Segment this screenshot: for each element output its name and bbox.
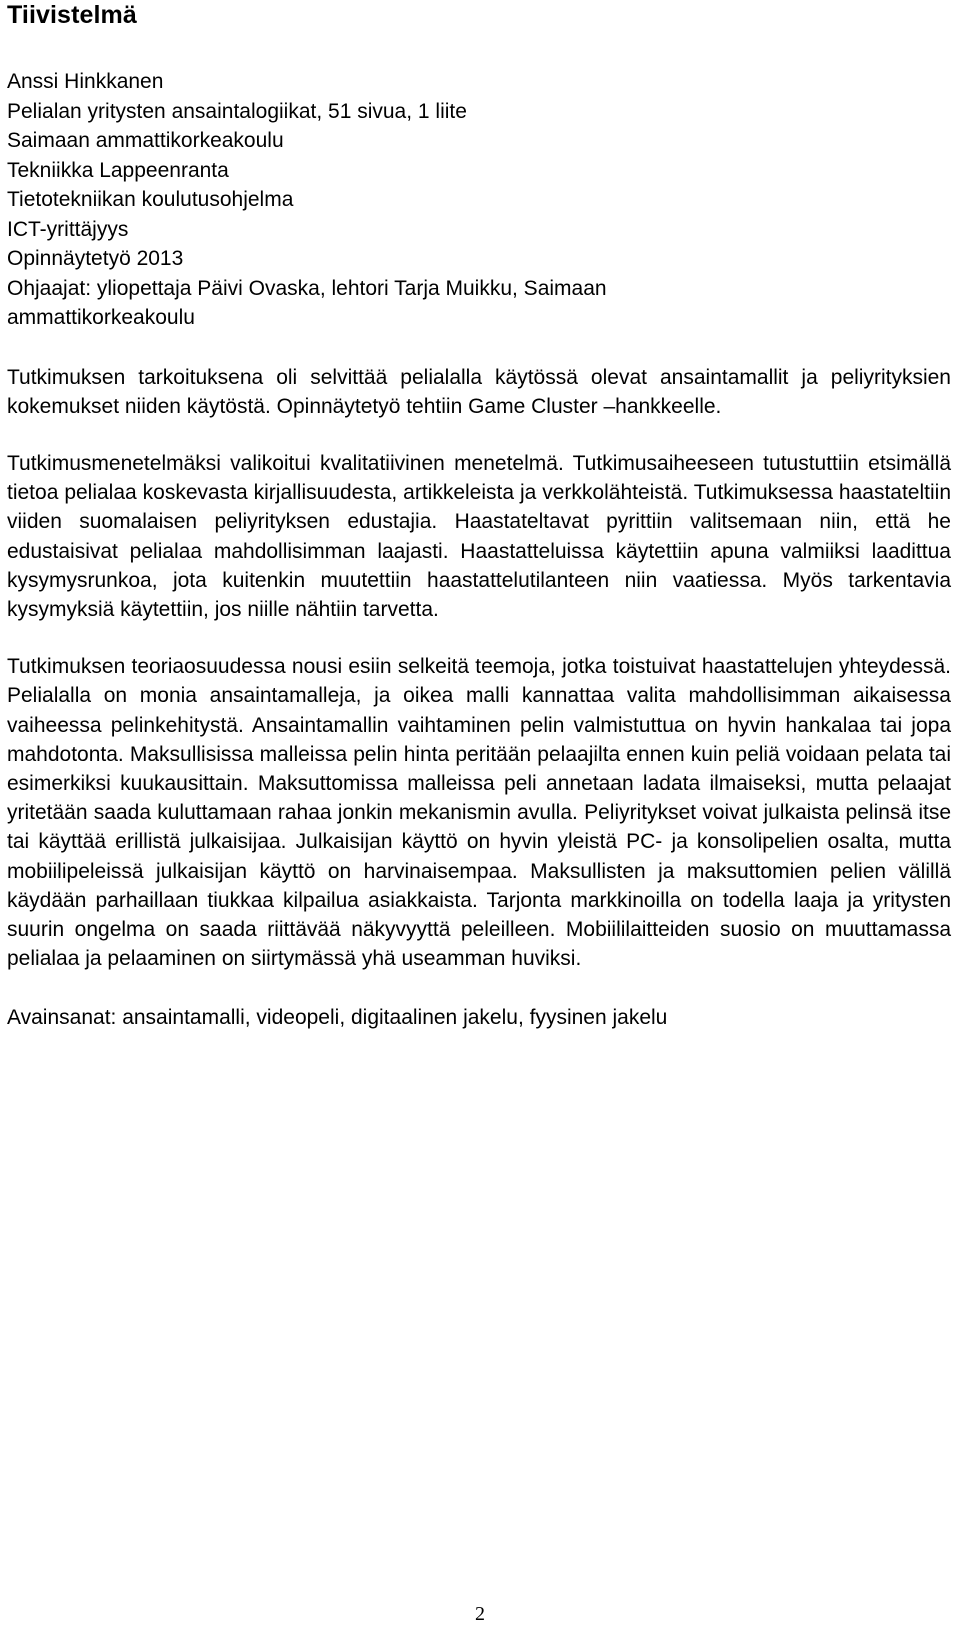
abstract-paragraph-method: Tutkimusmenetelmäksi valikoitui kvalitatiivinen menetelmä. Tutkimusaiheeseen tutustuttiin etsimällä tietoa pelialaa koskevasta kirjallisuudesta, artikkeleista ja verkkolähteistä. Tutkimuksessa haastateltiin viiden suomalaisen peliyrityksen edustajia. Haastateltavat pyrittiin valitsemaan niin, että he edustaisivat pelialaa mahdollisimman laajasti. Haastatteluissa käytettiin apuna valmiiksi laadittua kysymysrunkoa, jota kuitenkin muutettiin haastattelutilanteen niin vaatiessa. Myös tarkentavia kysymyksiä käytettiin, jos niille nähtiin tarvetta. [7,451,951,621]
institution-line: Saimaan ammattikorkeakoulu [7,129,284,152]
keywords-line: Avainsanat: ansaintamalli, videopeli, digitaalinen jakelu, fyysinen jakelu [7,1006,668,1030]
thesis-title-line: Pelialan yritysten ansaintalogiikat, 51 sivua, 1 liite [7,99,467,123]
specialisation-line: ICT-yrittäjyys [7,217,129,241]
page-title: Tiivistelmä [7,1,137,29]
author-name: Anssi Hinkkanen [7,70,164,93]
abstract-paragraph-purpose: Tutkimuksen tarkoituksena oli selvittää pelialalla käytössä olevat ansaintamallit ja peliyrityksien kokemukset niiden käytöstä. Opinnäytetyö tehtiin Game Cluster –hankkeelle. [7,365,951,418]
degree-programme-line: Tietotekniikan koulutusohjelma [7,188,294,211]
supervisors-line: Ohjaajat: yliopettaja Päivi Ovaska, lehtori Tarja Muikku, Saimaan [7,276,607,300]
abstract-paragraph-results: Tutkimuksen teoriaosuudessa nousi esiin selkeitä teemoja, jotka toistuivat haastattelujen yhteydessä. Pelialalla on monia ansaintamalleja, ja oikea malli kannattaa valita mahdollisimman aikaisessa vaiheessa pelinkehitystä. Ansaintamallin vaihtaminen pelin valmistuttua on hyvin hankalaa tai jopa mahdotonta. Maksullisissa malleissa pelin hinta peritään pelaajilta ennen kuin peliä voidaan pelata tai esimerkiksi kuukausittain. Maksuttomissa malleissa peli annetaan ladata ilmaiseksi, mutta pelaajat yritetään saada kuluttamaan rahaa jonkin mekanismin avulla. Peliyritykset voivat julkaista pelinsä itse tai käyttää erillistä julkaisijaa. Julkaisijan käyttö on hyvin yleistä PC- ja konsolipelien osalta, mutta mobiilipeleissä julkaisijan käyttö on harvinaisempaa. Maksullisten ja maksuttomien pelien välillä käydään parhaillaan tiukkaa kilpailua asiakkaista. Tarjonta markkinoilla on todella laaja ja yritysten suurin ongelma on saada riittävää näkyvyyttä peleilleen. Mobiililaitteiden suosio on muuttamassa pelialaa ja pelaaminen on siirtymässä yhä useamman huviksi. [7,655,951,971]
page-number: 2 [475,1603,485,1625]
document-page [7,0,951,1032]
thesis-metadata [7,67,951,333]
thesis-year-line: Opinnäytetyö 2013 [7,247,184,270]
faculty-line: Tekniikka Lappeenranta [7,158,229,182]
supervisors-line-continued: ammattikorkeakoulu [7,306,195,329]
